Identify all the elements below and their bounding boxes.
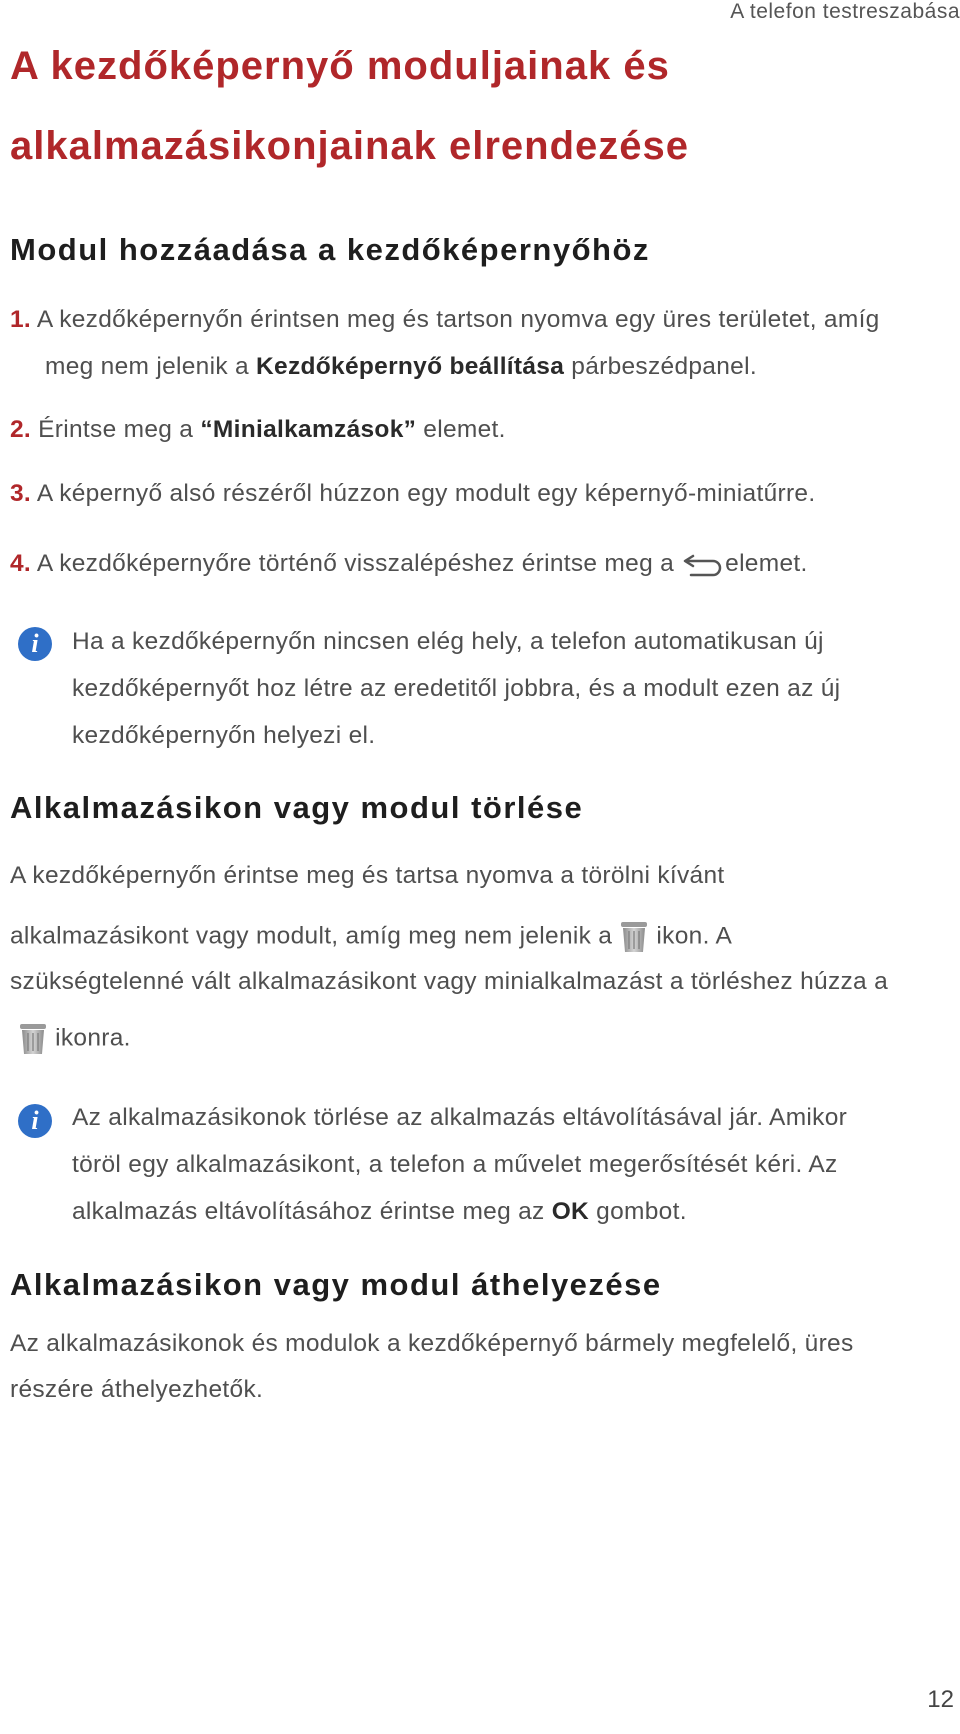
step-1-number: 1. (10, 306, 32, 333)
note-1-line1: Ha a kezdőképernyőn nincsen elég hely, a telefon automatikusan új (72, 628, 824, 655)
page-title-line2: alkalmazásikonjainak elrendezése (10, 124, 690, 168)
step-4 (10, 550, 808, 578)
note-2-line3 (72, 1198, 687, 1226)
trash-icon (18, 1022, 48, 1056)
note-2-ok: OK (551, 1198, 590, 1225)
delete-line2 (10, 920, 732, 954)
step-2-number: 2. (10, 416, 32, 443)
step-1-bold: Kezdőképernyő beállítása (256, 353, 565, 380)
trash-icon (619, 920, 649, 954)
step-3-text: A képernyő alsó részéről húzzon egy modult egy képernyő-miniatűrre. (36, 480, 816, 507)
step-3 (10, 480, 815, 508)
delete-line2-pre: alkalmazásikont vagy modult, amíg meg nem jelenik a (10, 922, 620, 950)
step-4-post: elemet. (725, 550, 808, 577)
heading-move: Alkalmazásikon vagy modul áthelyezése (10, 1267, 662, 1302)
delete-line4 (18, 1022, 131, 1056)
step-4-number: 4. (10, 550, 32, 577)
step-1-text: A kezdőképernyőn érintsen meg és tartson nyomva egy üres területet, amíg (36, 306, 880, 333)
step-1-line2-pre: meg nem jelenik a (45, 353, 257, 380)
heading-delete: Alkalmazásikon vagy modul törlése (10, 790, 584, 825)
step-1-line2-post: párbeszédpanel. (564, 353, 757, 380)
note-1-line2: kezdőképernyőt hoz létre az eredetitől jobbra, és a modult ezen az új (72, 675, 841, 702)
move-line2: részére áthelyezhetők. (10, 1376, 264, 1403)
step-2-post: elemet. (416, 416, 506, 443)
note-2-line3-post: gombot. (589, 1198, 687, 1225)
step-1-line2 (45, 353, 757, 381)
note-1-line3: kezdőképernyőn helyezi el. (72, 722, 376, 749)
move-line1: Az alkalmazásikonok és modulok a kezdőképernyő bármely megfelelő, üres (10, 1330, 854, 1357)
step-1 (10, 306, 880, 334)
step-2-pre: Érintse meg a (38, 416, 201, 443)
note-2-line2: töröl egy alkalmazásikont, a telefon a művelet megerősítését kéri. Az (72, 1151, 838, 1178)
step-3-number: 3. (10, 480, 32, 507)
back-icon (681, 552, 725, 578)
step-2-bold: “Minialkamzások” (200, 416, 417, 443)
step-2 (10, 416, 506, 444)
note-2-line3-pre: alkalmazás eltávolításához érintse meg az (72, 1198, 552, 1225)
page-title-line1: A kezdőképernyő moduljainak és (10, 44, 670, 88)
page-number: 12 (927, 1686, 954, 1713)
heading-add-widget: Modul hozzáadása a kezdőképernyőhöz (10, 232, 650, 267)
info-icon: i (18, 627, 52, 661)
delete-line4-post: ikonra. (48, 1024, 131, 1052)
note-2-line1: Az alkalmazásikonok törlése az alkalmazás eltávolításával jár. Amikor (72, 1104, 848, 1131)
delete-line2-post: ikon. A (649, 922, 733, 950)
delete-line3: szükségtelenné vált alkalmazásikont vagy minialkalmazást a törléshez húzza a (10, 968, 889, 995)
delete-line1: A kezdőképernyőn érintse meg és tartsa nyomva a törölni kívánt (10, 862, 725, 889)
info-icon: i (18, 1104, 52, 1138)
section-header: A telefon testreszabása (730, 0, 960, 23)
step-4-pre: A kezdőképernyőre történő visszalépéshez érintse meg a (36, 550, 682, 577)
